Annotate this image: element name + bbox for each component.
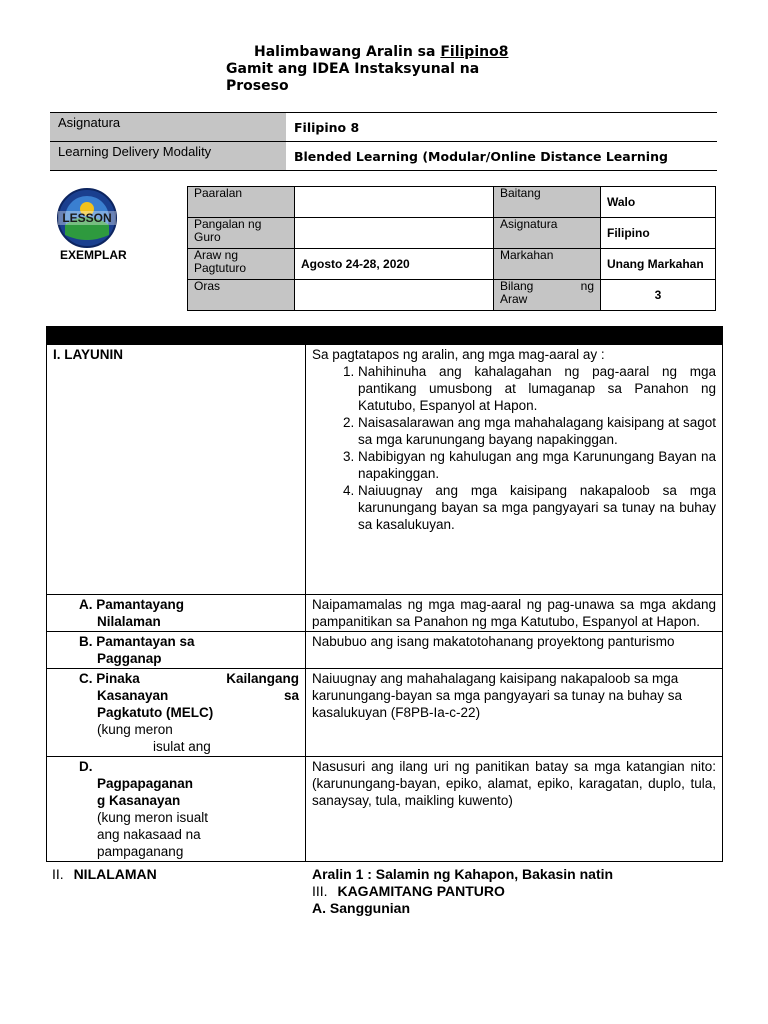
title-line-3: Proseso — [226, 78, 289, 94]
exemplar-row — [188, 218, 716, 249]
bilang-label — [494, 280, 601, 311]
lesson-table — [46, 326, 723, 862]
kagamitan-row — [52, 883, 732, 900]
note-line: pampaganang — [97, 844, 184, 859]
melc-value: Naiuugnay ang mahahalagang kaisipang nakapaloob sa mga karunungang-bayan sa mga pangyayari sa tunay na buhay sa kasalukuyan (F8PB-Ia-c-22) — [306, 669, 723, 757]
pamantayang-nilalaman-row — [47, 595, 723, 632]
info-row — [50, 142, 717, 171]
baitang-label: Baitang — [494, 187, 601, 218]
bilang-word: Bilang — [500, 279, 534, 293]
label-line: Pagpapaganan — [97, 776, 194, 791]
bilang-value: 3 — [601, 280, 716, 311]
pamantayan-pagganap-value: Nabubuo ang isang makatotohanang proyektong panturismo — [306, 632, 723, 669]
layunin-item: 4. Naiuugnay ang mga kaisipang nakapaloob sa mga karunungang bayan sa mga pangyayari sa tunay na buhay sa kasalukuyan. — [358, 482, 716, 533]
header-cell — [47, 327, 306, 345]
guro-value — [295, 218, 494, 249]
note-line: isulat ang — [153, 739, 211, 754]
asignatura-value: Filipino — [601, 218, 716, 249]
info-table — [50, 112, 717, 171]
kagamitan-heading: KAGAMITANG PANTURO — [337, 883, 505, 899]
araw-label-line: Pagtuturo — [194, 261, 247, 275]
note-line: (kung meron isualt — [97, 810, 209, 825]
baitang-value: Walo — [601, 187, 716, 218]
title-subject: Filipino8 — [440, 44, 509, 60]
nilalaman-heading: NILALAMAN — [73, 866, 157, 882]
info-label: Asignatura — [50, 113, 286, 142]
markahan-label: Markahan — [494, 249, 601, 280]
layunin-item: 2. Naisasalarawan ang mga mahahalagang kaisipang at sagot sa mga karunungang bayang napakinggan. — [358, 414, 716, 448]
section-number: III. — [312, 883, 328, 899]
melc-label — [47, 669, 306, 757]
document-title — [226, 44, 586, 95]
oras-value — [295, 280, 494, 311]
label-line: A. Pamantayang — [79, 597, 185, 612]
label-word: Kailangang — [226, 671, 299, 686]
asignatura-label: Asignatura — [494, 218, 601, 249]
section-number: II. — [52, 866, 64, 882]
label-word: sa — [283, 688, 299, 703]
label-line: Pagkatuto (MELC) — [97, 705, 214, 720]
title-line-1 — [226, 44, 586, 61]
sanggunian-heading: A. Sanggunian — [312, 900, 410, 916]
guro-label — [188, 218, 295, 249]
melc-row — [47, 669, 723, 757]
lesson-header-bar — [47, 327, 723, 345]
bilang-word: ng — [580, 279, 594, 293]
oras-label: Oras — [188, 280, 295, 311]
guro-label-line: Guro — [194, 230, 221, 244]
layunin-item: 1. Nahihinuha ang kahalagahan ng pag-aaral ng mga pantikang umusbong at lumaganap sa Panahon ng Katutubo, Espanyol at Hapon. — [358, 363, 716, 414]
paaralan-value — [295, 187, 494, 218]
label-word: Kasanayan — [97, 688, 169, 703]
layunin-row — [47, 345, 723, 595]
note-line: ang nakasaad na — [97, 827, 201, 842]
content-sections — [52, 866, 732, 917]
pagpapaganang-row — [47, 757, 723, 862]
markahan-value: Unang Markahan — [601, 249, 716, 280]
araw-label — [188, 249, 295, 280]
layunin-label: I. LAYUNIN — [47, 345, 306, 595]
label-line: B. Pamantayan sa — [79, 634, 195, 649]
pamantayan-pagganap-label — [47, 632, 306, 669]
layunin-intro: Sa pagtatapos ng aralin, ang mga mag-aaral ay : — [312, 347, 605, 362]
nilalaman-row — [52, 866, 732, 883]
aralin-title: Aralin 1 : Salamin ng Kahapon, Bakasin natin — [312, 866, 614, 882]
layunin-list — [312, 363, 716, 533]
label-line: D. — [79, 759, 93, 774]
header-cell — [306, 327, 723, 345]
pagpapaganang-label — [47, 757, 306, 862]
label-line: g Kasanayan — [97, 793, 181, 808]
info-row — [50, 113, 717, 142]
label-word: C. Pinaka — [79, 671, 140, 686]
info-value: Blended Learning (Modular/Online Distance Learning — [286, 142, 717, 171]
araw-value: Agosto 24-28, 2020 — [295, 249, 494, 280]
exemplar-row — [188, 249, 716, 280]
title-line-2: Gamit ang IDEA Instaksyunal na — [226, 61, 480, 77]
label-line — [53, 687, 299, 704]
araw-label-line: Araw ng — [194, 248, 239, 262]
title-prefix: Halimbawang Aralin sa — [254, 44, 441, 60]
lesson-exemplar-logo — [56, 187, 118, 249]
label-line — [53, 670, 299, 687]
pamantayang-nilalaman-value: Naipamamalas ng mga mag-aaral ng pag-unawa sa mga akdang pampanitikan sa Panahon ng mga Katutubo, Espanyol at Hapon. — [306, 595, 723, 632]
logo-text: LESSON — [62, 211, 112, 225]
exemplar-table — [187, 186, 716, 311]
label-line: Pagganap — [97, 651, 162, 666]
paaralan-label: Paaralan — [188, 187, 295, 218]
exemplar-row — [188, 280, 716, 311]
layunin-item: 3. Nabibigyan ng kahulugan ang mga Karunungang Bayan na napakinggan. — [358, 448, 716, 482]
info-value: Filipino 8 — [286, 113, 717, 142]
exemplar-row — [188, 187, 716, 218]
pagpapaganang-value: Nasusuri ang ilang uri ng panitikan batay sa mga katangian nito: (karunungang-bayan, epiko, alamat, epiko, karagatan, duplo, tula, sanaysay, tula, maikling kuwento) — [306, 757, 723, 862]
pamantayang-nilalaman-label — [47, 595, 306, 632]
layunin-content — [306, 345, 723, 595]
exemplar-label: EXEMPLAR — [60, 248, 127, 262]
pamantayan-pagganap-row — [47, 632, 723, 669]
bilang-label-line: Araw — [500, 292, 528, 306]
info-label: Learning Delivery Modality — [50, 142, 286, 171]
note-line: (kung meron — [97, 722, 173, 737]
guro-label-line: Pangalan ng — [194, 217, 262, 231]
label-line: Nilalaman — [97, 614, 161, 629]
